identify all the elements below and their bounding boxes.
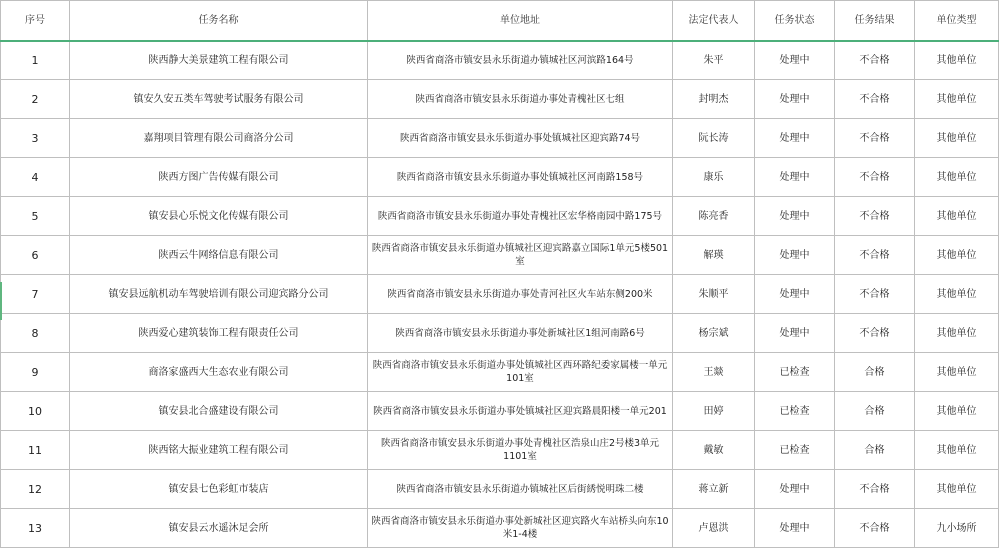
cell-legal-rep: 陈亮香 bbox=[673, 197, 755, 236]
cell-task-name: 镇安县云水遥沐足会所 bbox=[70, 509, 368, 548]
cell-task-name: 镇安县心乐悦文化传媒有限公司 bbox=[70, 197, 368, 236]
cell-unit-type: 其他单位 bbox=[915, 80, 999, 119]
cell-unit-type: 其他单位 bbox=[915, 236, 999, 275]
cell-result: 不合格 bbox=[835, 509, 915, 548]
cell-seq: 9 bbox=[1, 353, 70, 392]
cell-seq: 12 bbox=[1, 470, 70, 509]
cell-legal-rep: 卢恩洪 bbox=[673, 509, 755, 548]
table-row bbox=[1, 431, 999, 470]
cell-task-name: 陕西爱心建筑装饰工程有限责任公司 bbox=[70, 314, 368, 353]
table-row bbox=[1, 80, 999, 119]
cell-seq: 1 bbox=[1, 41, 70, 80]
cell-result: 合格 bbox=[835, 392, 915, 431]
cell-legal-rep: 解瑛 bbox=[673, 236, 755, 275]
table-header-row bbox=[1, 1, 999, 41]
cell-status: 已检查 bbox=[755, 392, 835, 431]
cell-unit-type: 其他单位 bbox=[915, 392, 999, 431]
cell-status: 处理中 bbox=[755, 41, 835, 80]
table-row bbox=[1, 353, 999, 392]
cell-status: 处理中 bbox=[755, 236, 835, 275]
cell-unit-type: 九小场所 bbox=[915, 509, 999, 548]
cell-address: 陕西省商洛市镇安县永乐街道办事处新城社区迎宾路火车站桥头向东10米1-4楼 bbox=[368, 509, 673, 548]
cell-task-name: 镇安县北合盛建设有限公司 bbox=[70, 392, 368, 431]
table-row bbox=[1, 158, 999, 197]
cell-task-name: 商洛家盛西大生态农业有限公司 bbox=[70, 353, 368, 392]
cell-status: 已检查 bbox=[755, 353, 835, 392]
cell-result: 不合格 bbox=[835, 158, 915, 197]
cell-task-name: 陕西铭大振业建筑工程有限公司 bbox=[70, 431, 368, 470]
cell-seq: 4 bbox=[1, 158, 70, 197]
cell-seq: 8 bbox=[1, 314, 70, 353]
cell-unit-type: 其他单位 bbox=[915, 41, 999, 80]
cell-address: 陕西省商洛市镇安县永乐街道办事处青河社区火车站东侧200米 bbox=[368, 275, 673, 314]
table-row bbox=[1, 41, 999, 80]
cell-result: 合格 bbox=[835, 353, 915, 392]
cell-address: 陕西省商洛市镇安县永乐街道办事处新城社区1组河南路6号 bbox=[368, 314, 673, 353]
cell-result: 合格 bbox=[835, 431, 915, 470]
cell-legal-rep: 蒋立新 bbox=[673, 470, 755, 509]
cell-status: 处理中 bbox=[755, 197, 835, 236]
cell-unit-type: 其他单位 bbox=[915, 158, 999, 197]
cell-task-name: 陕西静大美景建筑工程有限公司 bbox=[70, 41, 368, 80]
cell-task-name: 镇安县远航机动车驾驶培训有限公司迎宾路分公司 bbox=[70, 275, 368, 314]
table-row bbox=[1, 197, 999, 236]
cell-unit-type: 其他单位 bbox=[915, 470, 999, 509]
cell-result: 不合格 bbox=[835, 275, 915, 314]
cell-status: 处理中 bbox=[755, 119, 835, 158]
cell-seq: 6 bbox=[1, 236, 70, 275]
cell-legal-rep: 杨宗斌 bbox=[673, 314, 755, 353]
cell-address: 陕西省商洛市镇安县永乐街道办镇城社区河滨路164号 bbox=[368, 41, 673, 80]
table-row bbox=[1, 119, 999, 158]
table-body bbox=[1, 41, 999, 548]
cell-address: 陕西省商洛市镇安县永乐街道办镇城社区后街綉悦明珠二楼 bbox=[368, 470, 673, 509]
table-row bbox=[1, 236, 999, 275]
cell-status: 处理中 bbox=[755, 80, 835, 119]
cell-status: 处理中 bbox=[755, 158, 835, 197]
cell-unit-type: 其他单位 bbox=[915, 353, 999, 392]
cell-unit-type: 其他单位 bbox=[915, 431, 999, 470]
cell-seq: 10 bbox=[1, 392, 70, 431]
cell-address: 陕西省商洛市镇安县永乐街道办镇城社区迎宾路嘉立国际1单元5楼501室 bbox=[368, 236, 673, 275]
column-header-address: 单位地址 bbox=[368, 1, 673, 41]
cell-status: 处理中 bbox=[755, 470, 835, 509]
cell-seq: 7 bbox=[1, 275, 70, 314]
table-row bbox=[1, 470, 999, 509]
cell-address: 陕西省商洛市镇安县永乐街道办事处镇城社区迎宾路晨阳楼一单元201 bbox=[368, 392, 673, 431]
cell-legal-rep: 阮长涛 bbox=[673, 119, 755, 158]
cell-status: 处理中 bbox=[755, 314, 835, 353]
table-row bbox=[1, 275, 999, 314]
cell-address: 陕西省商洛市镇安县永乐街道办事处青槐社区七组 bbox=[368, 80, 673, 119]
left-edge-marker bbox=[0, 282, 2, 320]
cell-legal-rep: 朱顺平 bbox=[673, 275, 755, 314]
cell-status: 处理中 bbox=[755, 275, 835, 314]
cell-result: 不合格 bbox=[835, 236, 915, 275]
cell-address: 陕西省商洛市镇安县永乐街道办事处镇城社区西环路纪委家属楼一单元101室 bbox=[368, 353, 673, 392]
column-header-result: 任务结果 bbox=[835, 1, 915, 41]
cell-task-name: 镇安县七色彩虹市装店 bbox=[70, 470, 368, 509]
cell-address: 陕西省商洛市镇安县永乐街道办事处青槐社区宏华格南园中路175号 bbox=[368, 197, 673, 236]
cell-seq: 13 bbox=[1, 509, 70, 548]
cell-result: 不合格 bbox=[835, 119, 915, 158]
cell-address: 陕西省商洛市镇安县永乐街道办事处镇城社区河南路158号 bbox=[368, 158, 673, 197]
cell-seq: 2 bbox=[1, 80, 70, 119]
cell-legal-rep: 王燚 bbox=[673, 353, 755, 392]
cell-task-name: 嘉翔项目管理有限公司商洛分公司 bbox=[70, 119, 368, 158]
cell-task-name: 镇安久安五类车驾驶考试服务有限公司 bbox=[70, 80, 368, 119]
cell-legal-rep: 封明杰 bbox=[673, 80, 755, 119]
column-header-unit-type: 单位类型 bbox=[915, 1, 999, 41]
cell-status: 已检查 bbox=[755, 431, 835, 470]
table-row bbox=[1, 509, 999, 548]
cell-task-name: 陕西云牛网络信息有限公司 bbox=[70, 236, 368, 275]
cell-address: 陕西省商洛市镇安县永乐街道办事处青槐社区浩泉山庄2号楼3单元1101室 bbox=[368, 431, 673, 470]
table-row bbox=[1, 392, 999, 431]
cell-result: 不合格 bbox=[835, 470, 915, 509]
cell-status: 处理中 bbox=[755, 509, 835, 548]
cell-legal-rep: 康乐 bbox=[673, 158, 755, 197]
column-header-seq: 序号 bbox=[1, 1, 70, 41]
cell-unit-type: 其他单位 bbox=[915, 119, 999, 158]
cell-unit-type: 其他单位 bbox=[915, 197, 999, 236]
cell-result: 不合格 bbox=[835, 41, 915, 80]
cell-unit-type: 其他单位 bbox=[915, 275, 999, 314]
cell-result: 不合格 bbox=[835, 80, 915, 119]
column-header-task-name: 任务名称 bbox=[70, 1, 368, 41]
cell-seq: 5 bbox=[1, 197, 70, 236]
cell-seq: 11 bbox=[1, 431, 70, 470]
cell-result: 不合格 bbox=[835, 197, 915, 236]
column-header-legal-rep: 法定代表人 bbox=[673, 1, 755, 41]
cell-result: 不合格 bbox=[835, 314, 915, 353]
column-header-status: 任务状态 bbox=[755, 1, 835, 41]
table-row bbox=[1, 314, 999, 353]
cell-legal-rep: 戴敏 bbox=[673, 431, 755, 470]
cell-seq: 3 bbox=[1, 119, 70, 158]
cell-legal-rep: 田婷 bbox=[673, 392, 755, 431]
cell-legal-rep: 朱平 bbox=[673, 41, 755, 80]
cell-task-name: 陕西方图广告传媒有限公司 bbox=[70, 158, 368, 197]
cell-address: 陕西省商洛市镇安县永乐街道办事处镇城社区迎宾路74号 bbox=[368, 119, 673, 158]
cell-unit-type: 其他单位 bbox=[915, 314, 999, 353]
